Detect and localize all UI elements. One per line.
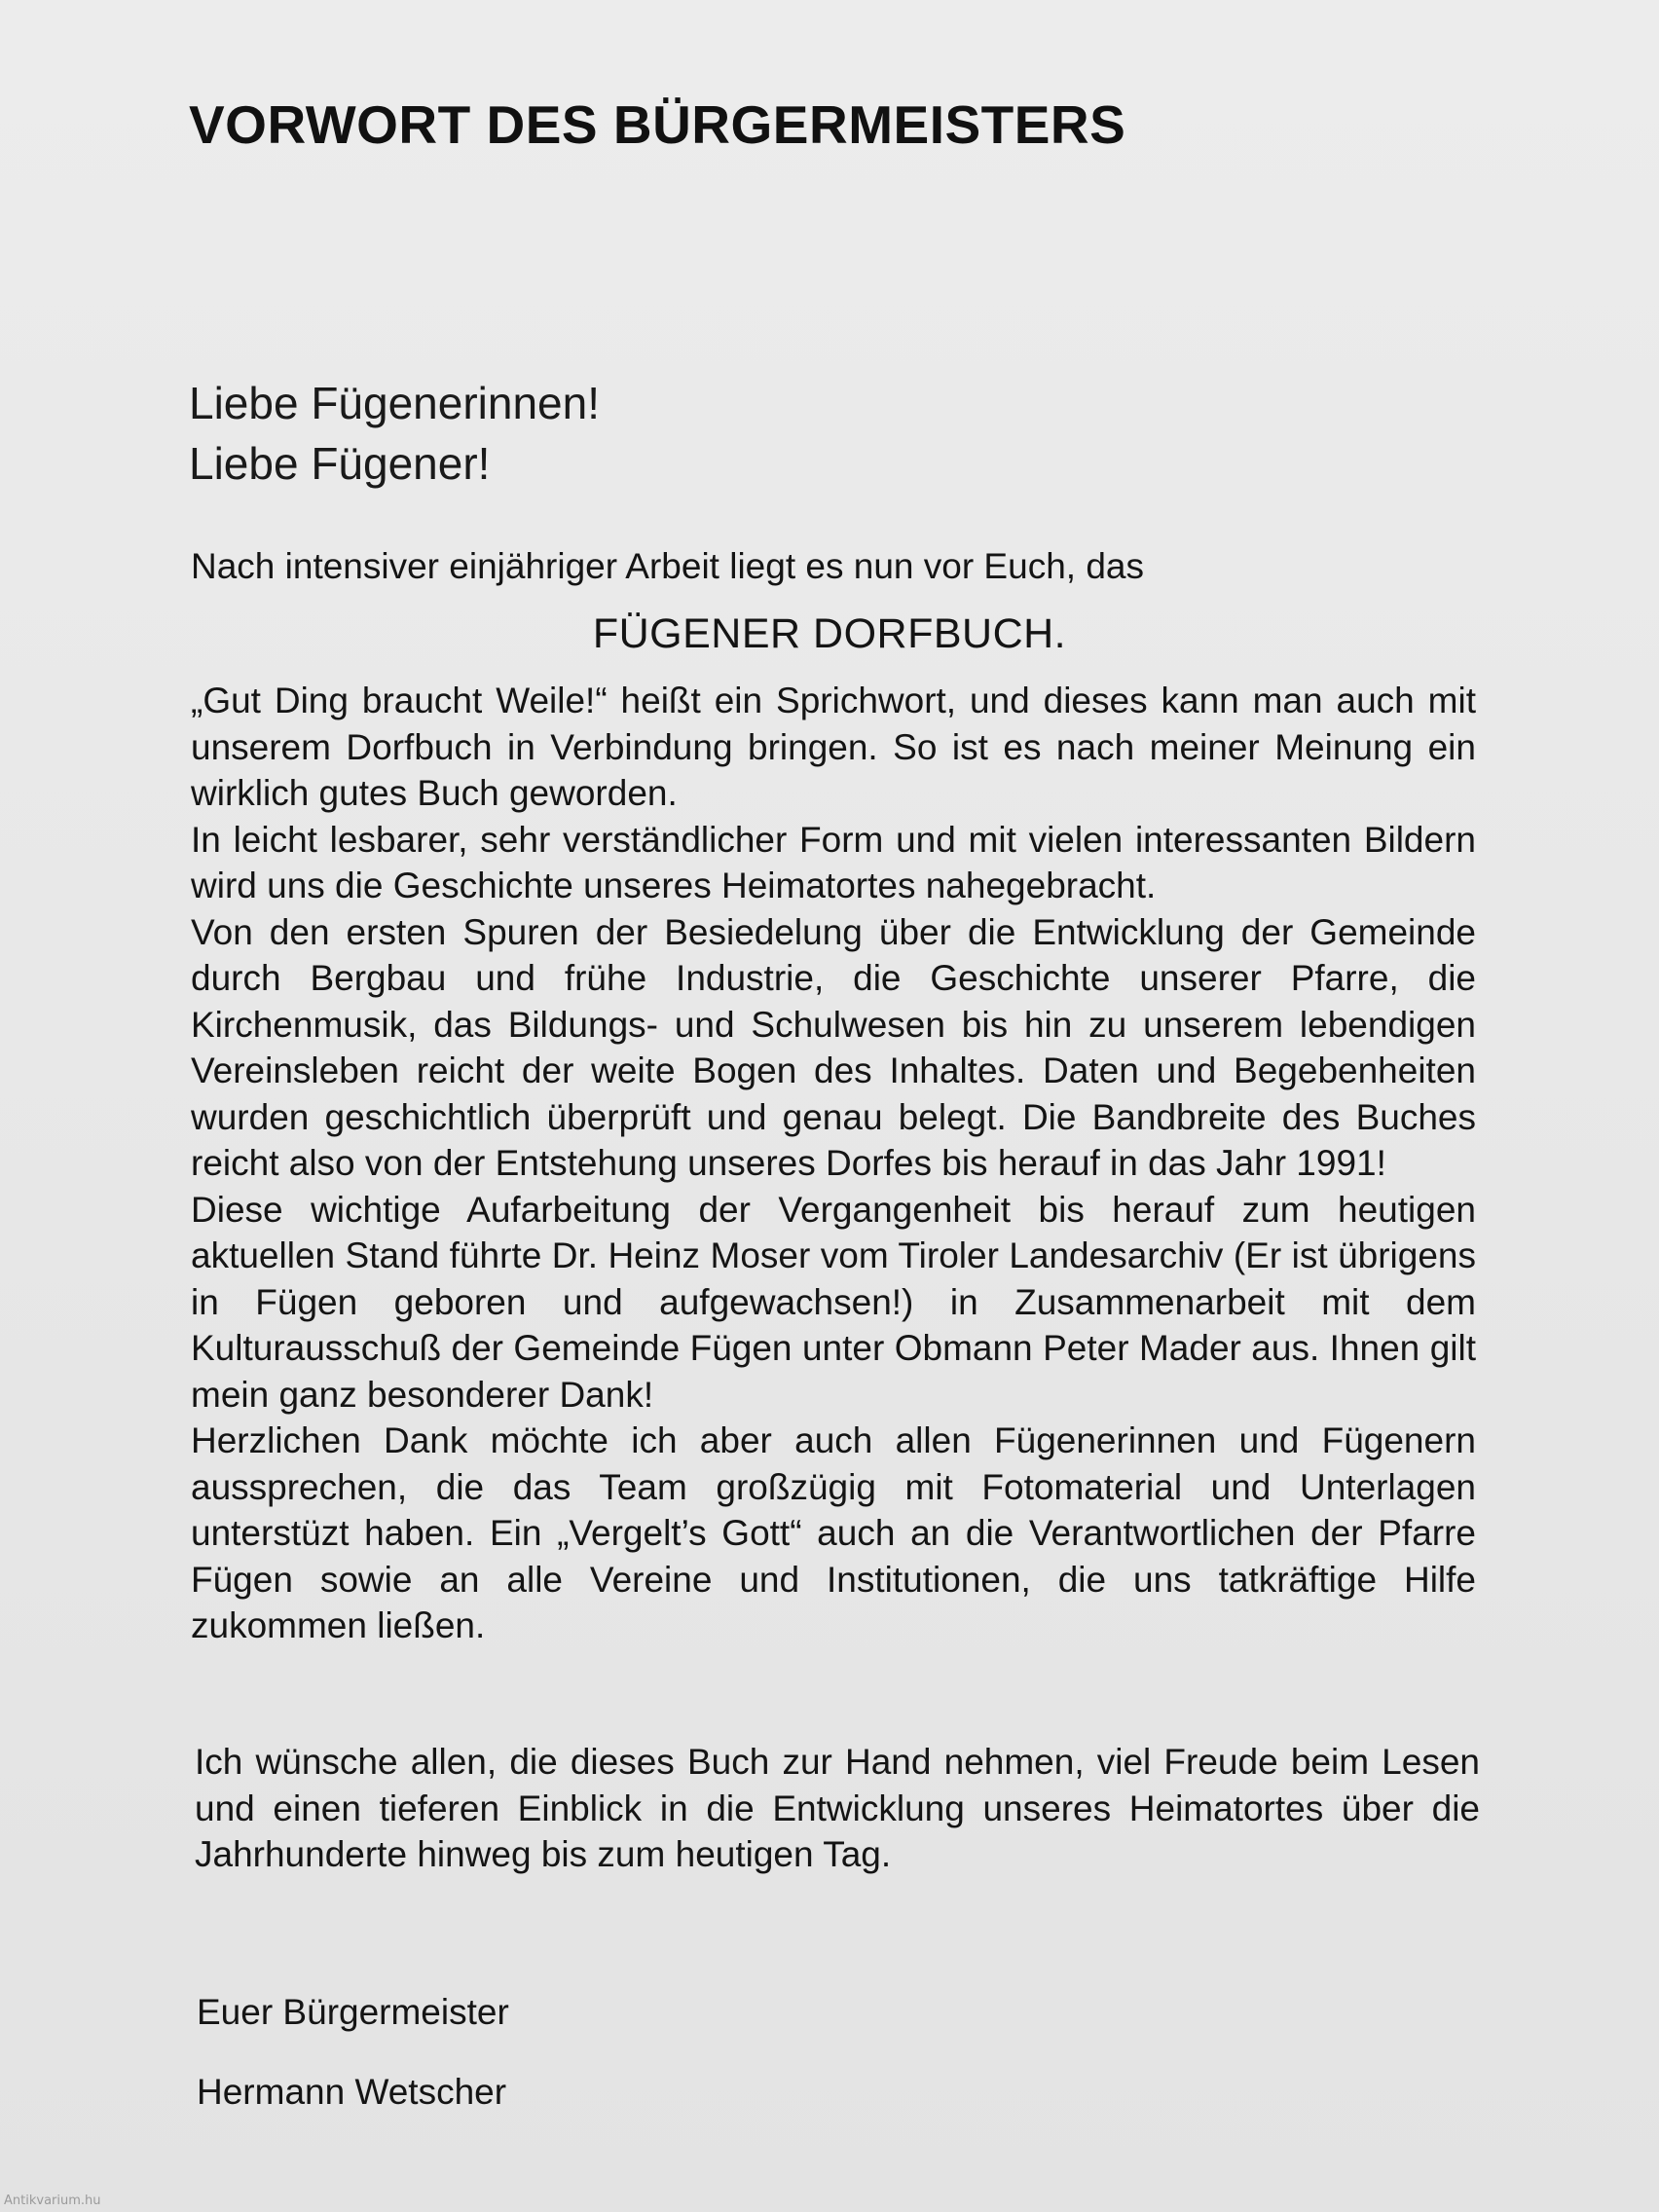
signoff-name: Hermann Wetscher bbox=[197, 2072, 507, 2112]
intro-sentence: Nach intensiver einjähriger Arbeit liegt es nun vor Euch, das bbox=[191, 546, 1144, 586]
paragraph: Herzlichen Dank möchte ich aber auch allen Fügenerinnen und Fügenern aussprechen, die das Team großzügig mit Fotomaterial und Unterlagen unterstüzt haben. Ein „Vergelt’s Gott“ auch an die Verantwortlichen der Pfarre Fügen sowie an alle Vereine und Institutionen, die uns tatkräftige Hilfe zukommen ließen. bbox=[191, 1420, 1476, 1645]
closing-paragraph: Ich wünsche allen, die dieses Buch zur Hand nehmen, viel Freude beim Lesen und einen tieferen Einblick in die Entwicklung unseres Heimatortes über die Jahrhunderte hinweg bis zum heutigen Tag. bbox=[195, 1742, 1480, 1874]
book-title: FÜGENER DORFBUCH. bbox=[592, 610, 1067, 657]
signoff bbox=[197, 1972, 509, 2132]
paragraph: „Gut Ding braucht Weile!“ heißt ein Sprichwort, und dieses kann man auch mit unserem Dorfbuch in Verbindung bringen. So ist es nach meiner Meinung ein wirklich gutes Buch geworden. bbox=[191, 681, 1476, 813]
paragraph: Diese wichtige Aufarbeitung der Vergangenheit bis herauf zum heutigen aktuellen Stand führte Dr. Heinz Moser vom Tiroler Landesarchiv (Er ist übrigens in Fügen geboren und aufgewachsen!) in Zusammenarbeit mit dem Kulturausschuß der Gemeinde Fügen unter Obmann Peter Mader aus. Ihnen gilt mein ganz besonderer Dank! bbox=[191, 1189, 1476, 1415]
body-text bbox=[191, 678, 1476, 1649]
salutation bbox=[189, 373, 600, 494]
paragraph: Von den ersten Spuren der Besiedelung über die Entwicklung der Gemeinde durch Bergbau und frühe Industrie, die Geschichte unserer Pfarre, die Kirchenmusik, das Bildungs- und Schulwesen bis hin zu unserem lebendigen Vereinsleben reicht der weite Bogen des Inhaltes. Daten und Begebenheiten wurden geschichtlich überprüft und genau belegt. Die Bandbreite des Buches reicht also von der Entstehung unseres Dorfes bis herauf in das Jahr 1991! bbox=[191, 911, 1476, 1183]
paragraph: In leicht lesbarer, sehr verständlicher Form und mit vielen interessanten Bildern wird uns die Geschichte unseres Heimatortes nahegebracht. bbox=[191, 819, 1476, 905]
salutation-line-2: Liebe Fügener! bbox=[189, 438, 491, 489]
salutation-line-1: Liebe Fügenerinnen! bbox=[189, 378, 600, 428]
watermark: Antikvarium.hu bbox=[4, 2194, 101, 2208]
page-title: VORWORT DES BÜRGERMEISTERS bbox=[189, 94, 1126, 155]
signoff-title: Euer Bürgermeister bbox=[197, 1992, 509, 2032]
